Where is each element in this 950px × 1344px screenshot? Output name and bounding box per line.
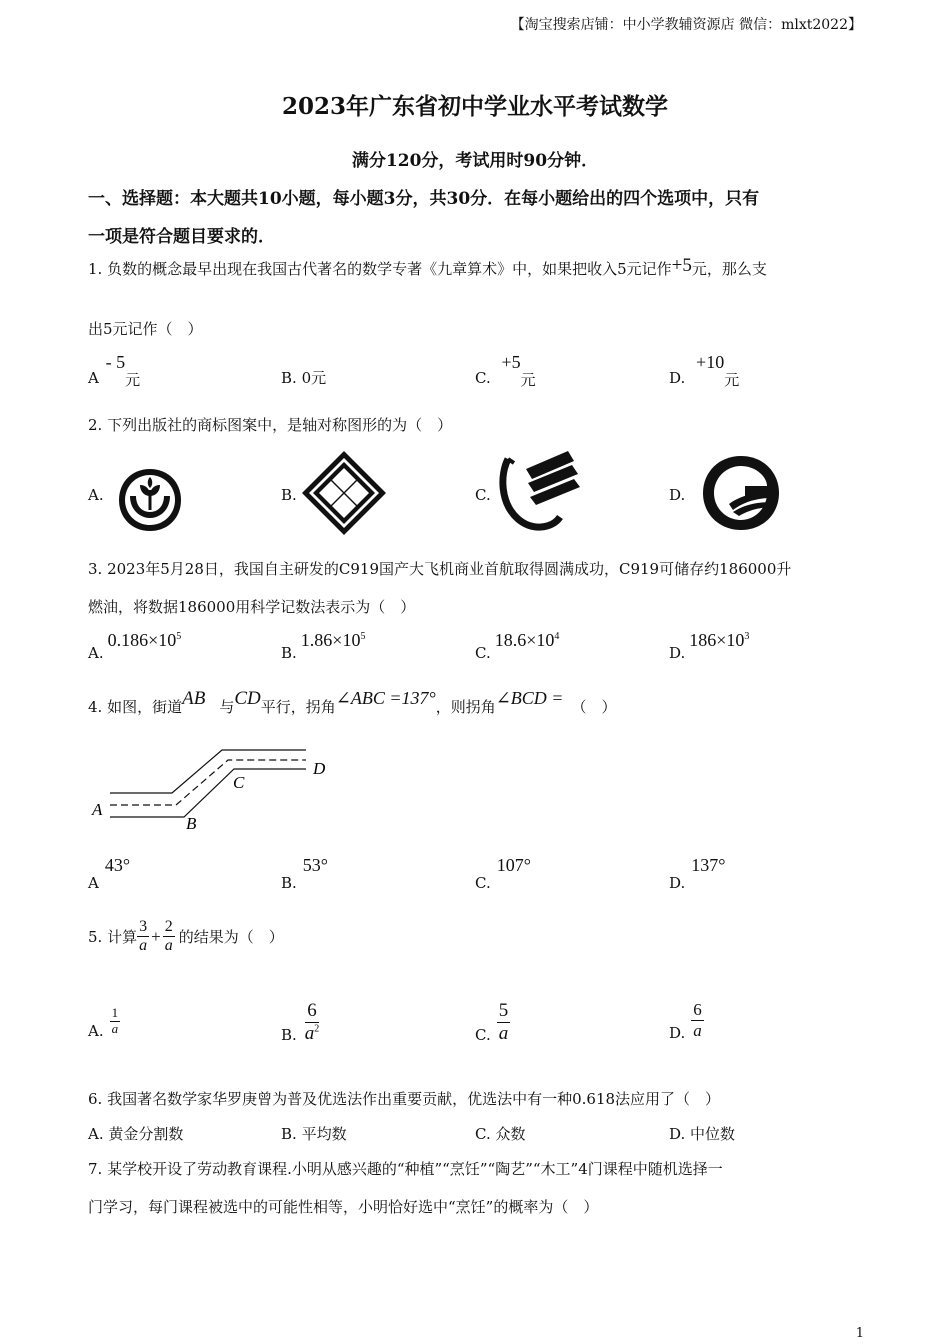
logo-circle-g-icon	[699, 452, 783, 534]
question-3-line1: 3. 2023年5月28日，我国自主研发的C919国产大飞机商业首航取得圆满成功，C919可储存约186000升	[88, 560, 792, 578]
question-3-line2: 燃油，将数据186000用科学记数法表示为（ ）	[88, 598, 416, 616]
q4-option-a[interactable]: A43°	[88, 855, 131, 892]
q5-option-b[interactable]: B. $\frac{6}{a^2}$	[281, 1000, 320, 1045]
point-c-label: C	[233, 773, 245, 792]
q6-option-a[interactable]: A. 黄金分割数	[88, 1125, 184, 1143]
exam-info: 满分120分，考试用时90分钟．	[351, 151, 599, 171]
q2-option-d-label[interactable]: D.	[669, 486, 686, 504]
section-heading-line2: 一项是符合题目要求的．	[88, 227, 275, 247]
q6-option-b[interactable]: B. 平均数	[281, 1125, 347, 1143]
point-a-label: A	[92, 800, 103, 819]
question-6: 6. 我国著名数学家华罗庚曾为普及优选法作出重要贡献，优选法中有一种0.618法应用了（ ）	[88, 1090, 721, 1108]
street-diagram	[88, 745, 338, 835]
logo-diamond-squares-icon	[300, 449, 388, 537]
page-title: 2023年广东省初中学业水平考试数学	[281, 93, 668, 120]
question-2: 2. 下列出版社的商标图案中，是轴对称图形的为（ ）	[88, 416, 453, 434]
q1-option-c[interactable]: C. +5元	[475, 352, 536, 389]
question-4: 4. 如图，街道AB 与CD平行，拐角∠ABC =137°，则拐角∠BCD = （ ）	[88, 688, 617, 716]
point-b-label: B	[186, 814, 197, 833]
question-5: 5. 计算 $\frac{3}{a}$ + $\frac{2}{a}$ 的结果为（ ）	[88, 918, 284, 955]
q1-option-a[interactable]: A - 5元	[88, 352, 141, 389]
q3-option-d[interactable]: $D.186\times 10^3$	[669, 630, 750, 662]
q4-option-d[interactable]: D.137°	[669, 855, 726, 892]
question-1-line1: 1. 负数的概念最早出现在我国古代著名的数学专著《九章算术》中，如果把收入5元记作+5元，那么支	[88, 255, 767, 278]
q2-option-a-label[interactable]: A.	[88, 486, 104, 504]
q1-option-b[interactable]: B. 0元	[281, 369, 327, 387]
q6-option-d[interactable]: D. 中位数	[669, 1125, 736, 1143]
question-1-line2: 出5元记作（ ）	[88, 320, 203, 338]
logo-hands-sprout-icon	[116, 466, 184, 534]
q5-option-a[interactable]: A. $\frac{1}{a}$	[88, 1005, 119, 1041]
question-7-line2: 门学习，每门课程被选中的可能性相等，小明恰好选中“烹饪”的概率为（ ）	[88, 1198, 599, 1216]
header-note: 【淘宝搜索店铺：中小学教辅资源店 微信：mlxt2022】	[510, 17, 862, 33]
q2-option-b-label[interactable]: B.	[281, 486, 297, 504]
q2-option-c-label[interactable]: C.	[475, 486, 491, 504]
q1-option-d[interactable]: D. +10元	[669, 352, 740, 389]
question-7-line1: 7. 某学校开设了劳动教育课程.小明从感兴趣的“种植”“烹饪”“陶艺”“木工”4门课程中随机选择一	[88, 1160, 723, 1178]
page-number: 1	[855, 1326, 864, 1341]
q3-option-b[interactable]: $B.1.86\times 10^5$	[281, 630, 366, 662]
q3-option-c[interactable]: $C.18.6\times 10^4$	[475, 630, 560, 662]
q6-option-c[interactable]: C. 众数	[475, 1125, 526, 1143]
q5-option-d[interactable]: D. $\frac{6}{a}$	[669, 1000, 702, 1043]
point-d-label: D	[313, 759, 326, 778]
logo-book-swirl-icon	[498, 447, 584, 531]
q4-option-c[interactable]: C.107°	[475, 855, 531, 892]
q3-option-a[interactable]: $A.0.186\times 10^5$	[88, 630, 182, 662]
q4-option-b[interactable]: B.53°	[281, 855, 328, 892]
section-heading-line1: 一、选择题：本大题共10小题，每小题3分，共30分．在每小题给出的四个选项中，只有	[88, 189, 760, 209]
q5-option-c[interactable]: C. $\frac{5}{a}$	[475, 1000, 509, 1045]
